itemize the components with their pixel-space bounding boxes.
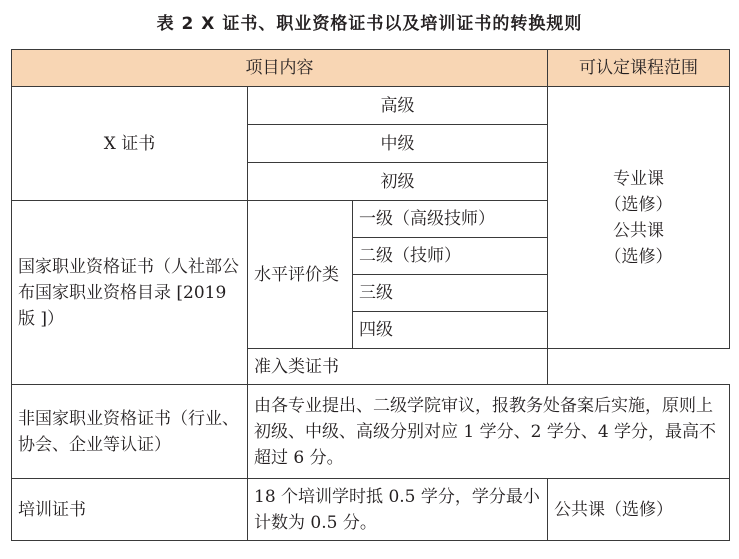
table-row xyxy=(12,385,730,479)
header-course-scope: 可认定课程范围 xyxy=(548,50,730,87)
course-scope-main xyxy=(548,87,730,349)
national-level-1: 一级（高级技师） xyxy=(353,201,548,238)
national-level-2: 二级（技师） xyxy=(353,238,548,275)
table-header-row xyxy=(12,50,730,87)
training-course-scope: 公共课（选修） xyxy=(548,479,730,541)
scope-line: （选修） xyxy=(604,194,673,215)
header-item-content: 项目内容 xyxy=(12,50,548,87)
x-certificate-label: X 证书 xyxy=(12,87,248,201)
scope-line: （选修） xyxy=(604,246,673,267)
x-level-intermediate: 中级 xyxy=(248,125,548,163)
non-national-rule: 由各专业提出、二级学院审议，报教务处备案后实施，原则上初级、中级、高级分别对应 1 学分、2 学分、4 学分，最高不超过 6 分。 xyxy=(248,385,730,479)
x-level-junior: 初级 xyxy=(248,163,548,201)
table-row xyxy=(12,479,730,541)
access-certificate: 准入类证书 xyxy=(248,349,548,385)
table-caption: 表 2 X 证书、职业资格证书以及培训证书的转换规则 xyxy=(156,14,583,34)
training-certificate-label: 培训证书 xyxy=(12,479,248,541)
training-rule: 18 个培训学时抵 0.5 学分，学分最小计数为 0.5 分。 xyxy=(248,479,548,541)
x-level-senior: 高级 xyxy=(248,87,548,125)
national-level-3: 三级 xyxy=(353,275,548,312)
table-row xyxy=(12,87,730,125)
national-level-4: 四级 xyxy=(353,312,548,349)
scope-line: 公共课 xyxy=(613,220,664,241)
non-national-certificate-label: 非国家职业资格证书（行业、协会、企业等认证） xyxy=(12,385,248,479)
national-certificate-label: 国家职业资格证书（人社部公布国家职业资格目录 [2019 版 ]） xyxy=(12,201,248,385)
conversion-rules-table xyxy=(11,49,730,541)
scope-line: 专业课 xyxy=(613,168,664,189)
level-evaluation-label: 水平评价类 xyxy=(248,201,353,349)
